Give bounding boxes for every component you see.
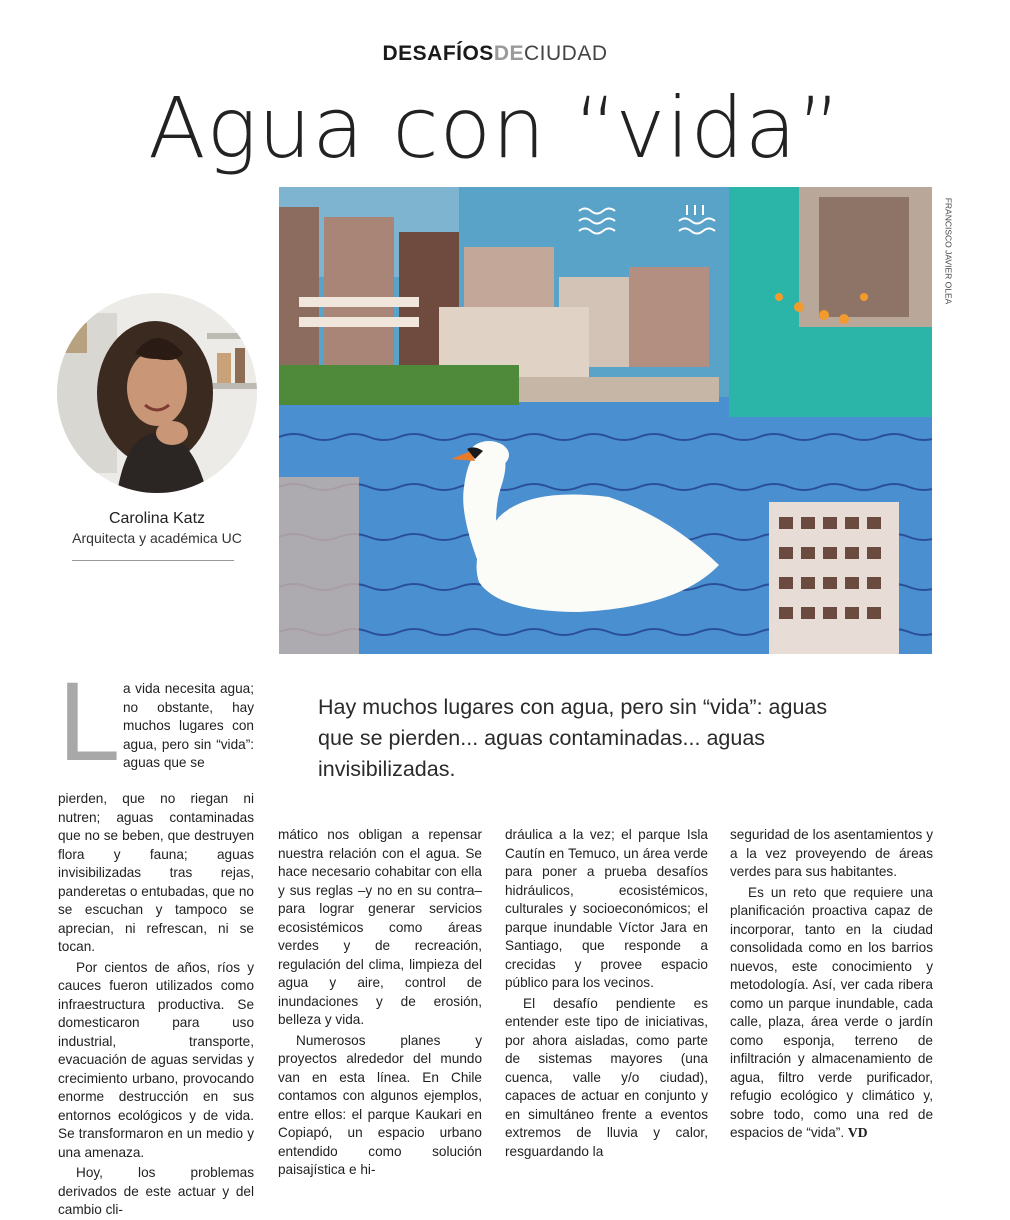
section-kicker — [0, 42, 990, 66]
col4-paragraph-2-text: Es un reto que requiere una planificación proactiva capaz de incorporar, tanto en la ciudad consolidada como en los barrios nuevos, este conocimiento y metodología. Así, ver cada ribera como un parque inundable, cada calle, plaza, área verde o jardín como esponja, terreno de infiltración y almacenamiento de agua, filtro verde purificador, refugio ecológico y climático y, sobre todo, como una red de espacios de “vida”. — [730, 884, 933, 1140]
col2-paragraph-2: Numerosos planes y proyectos alrededor del mundo van en esta línea. En Chile contamos con algunos ejemplos, entre ellos: el parque Kaukari en Copiapó, un espacio urbano entendido como solución paisajística e hi- — [278, 1032, 482, 1177]
col1-paragraph-2: Por cientos de años, ríos y cauces fueron utilizados como infraestructura productiva. Se domesticaron para uso industrial, transporte, evacuación de aguas servidas y crecimiento urbano, provocando enorme destrucción en sus entornos ecológicos y de vida. Se transformaron en un medio y una amenaza. — [58, 959, 254, 1160]
author-role: Arquitecta y académica UC — [72, 530, 242, 546]
col4-paragraph-1: seguridad de los asentamientos y a la vez proveyendo de áreas verdes para sus habitantes. — [730, 827, 933, 879]
photo-credit-text: FRANCISCO JAVIER OLEA — [943, 197, 954, 305]
col1-lead-text: a vida necesita agua; no obstante, hay muchos lugares con agua, pero sin “vida”: aguas que se — [123, 681, 254, 770]
headline: Agua con “vida” — [148, 79, 842, 177]
col2-paragraph-1: mático nos obligan a repensar nuestra relación con el agua. Se hace necesario cohabitar con ella y sus reglas –y no en su contra– para lograr generar servicios ecosistémicos como áreas verdes y de recreación, regulación del clima, limpieza del agua y aire, control de inundaciones y de erosión, belleza y vida. — [278, 827, 482, 1027]
kicker-part-2: DE — [493, 42, 525, 65]
collage-illustration — [279, 187, 932, 654]
col1-paragraph-3: Hoy, los problemas derivados de este actuar y del cambio cli- — [58, 1165, 254, 1217]
kicker-part-1: DESAFÍOS — [382, 42, 494, 65]
col3-paragraph-2: El desafío pendiente es entender este tipo de iniciativas, por ahora aisladas, como parte de sistemas mayores (una cuenca, valle y/o ciudad), capaces de actuar en conjunto y en simultáneo frente a eventos extremos de lluvia y calor, resguardando la — [505, 995, 708, 1159]
column-4 — [730, 826, 933, 1143]
pull-quote: Hay muchos lugares con agua, pero sin “vida”: aguas que se pierden... aguas contaminadas... aguas invisibilizadas. — [318, 695, 828, 781]
author-divider — [72, 560, 234, 561]
drop-cap: L — [58, 659, 121, 784]
column-1 — [58, 790, 254, 1220]
column-1-lead — [123, 680, 254, 773]
author-name: Carolina Katz — [108, 510, 206, 527]
col4-paragraph-2 — [730, 884, 933, 1143]
col3-paragraph-1: dráulica a la vez; el parque Isla Cautín en Temuco, un área verde para poner a prueba desafíos hidráulicos, ecosistémicos, culturales y socioeconómicos; el parque inundable Víctor Jara en Santiago, que responde a crecidas y provee espacio público para los vecinos. — [505, 827, 708, 990]
kicker-part-3: CIUDAD — [524, 42, 608, 65]
column-3 — [505, 826, 708, 1161]
column-2 — [278, 826, 482, 1180]
signoff: VD — [847, 1125, 868, 1140]
author-photo — [57, 293, 257, 493]
photo-credit — [940, 190, 954, 315]
col1-paragraph-1-rest: pierden, que no riegan ni nutren; aguas contaminadas que no se beben, que destruyen flora y fauna; aguas invisibilizadas tras rejas, panderetas o entubadas, que no se escuchan y tampoco se aprecian, ni refrescan, ni se tocan. — [58, 791, 254, 954]
